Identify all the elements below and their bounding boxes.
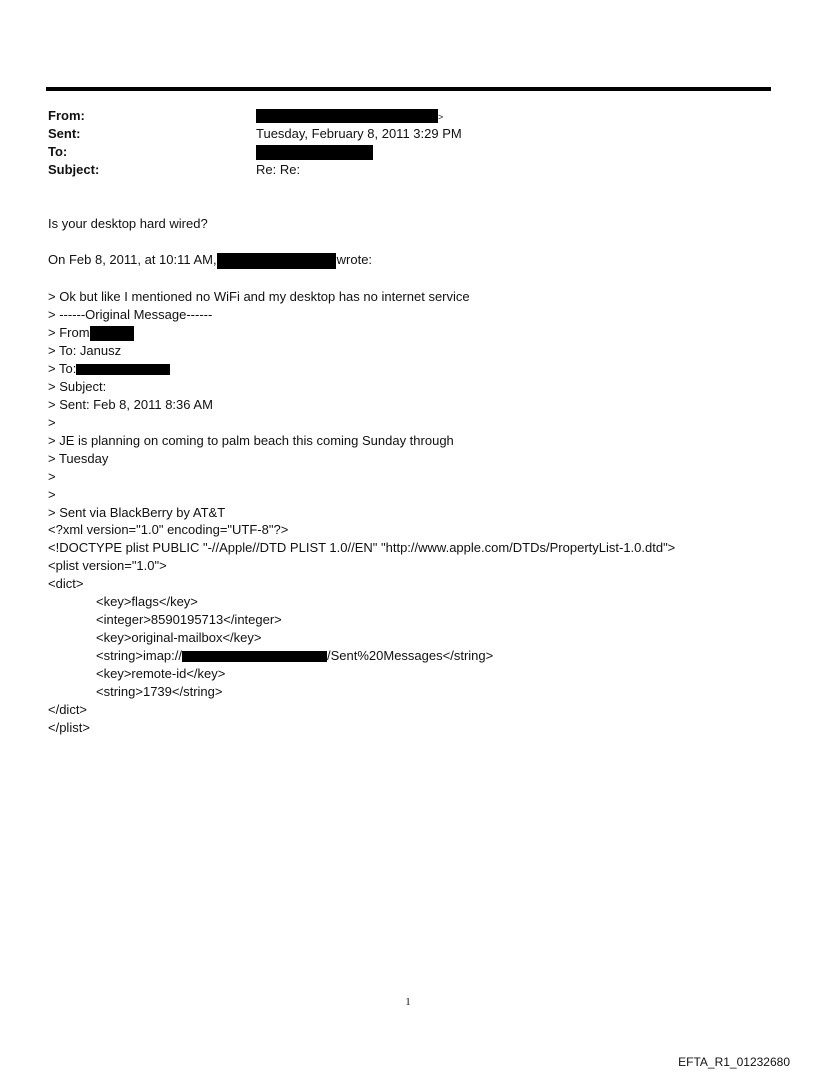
plist-line: <?xml version="1.0" encoding="UTF-8"?> xyxy=(48,522,289,537)
page-number: 1 xyxy=(405,996,411,1008)
plist-line: <integer>8590195713</integer> xyxy=(96,612,282,627)
quoted-line: > JE is planning on coming to palm beach this coming Sunday through xyxy=(48,433,454,448)
redaction-box xyxy=(217,253,336,269)
quoted-line: > Sent: Feb 8, 2011 8:36 AM xyxy=(48,397,213,412)
quoted-line: > Sent via BlackBerry by AT&T xyxy=(48,505,226,520)
redaction-box xyxy=(76,364,170,375)
quoted-line: > To: Janusz xyxy=(48,343,122,358)
header-rule xyxy=(46,87,771,91)
from-value xyxy=(256,107,443,126)
bates-number: EFTA_R1_01232680 xyxy=(678,1055,790,1069)
quoted-line: > xyxy=(48,415,56,430)
plist-line: <key>remote-id</key> xyxy=(96,666,226,681)
quoted-block xyxy=(48,288,470,522)
plist-line: <key>original-mailbox</key> xyxy=(96,630,262,645)
from-label: From: xyxy=(48,108,85,123)
redaction-box xyxy=(256,145,373,160)
quoted-line: > xyxy=(48,469,56,484)
plist-line: <string>1739</string> xyxy=(96,684,223,699)
plist-line: <plist version="1.0"> xyxy=(48,558,167,573)
plist-line: <!DOCTYPE plist PUBLIC "-//Apple//DTD PLIST 1.0//EN" "http://www.apple.com/DTDs/PropertyList-1.0.dtd"> xyxy=(48,540,676,555)
to-label: To: xyxy=(48,144,68,159)
email-header xyxy=(48,107,768,179)
quoted-line: > xyxy=(48,487,56,502)
from-suffix: > xyxy=(438,112,444,122)
subject-label: Subject: xyxy=(48,162,100,177)
from-row xyxy=(48,107,768,125)
quoted-line: > Ok but like I mentioned no WiFi and my desktop has no internet service xyxy=(48,289,470,304)
quoted-line: > To: xyxy=(48,360,470,378)
attribution-line xyxy=(48,251,372,269)
quoted-line: > From xyxy=(48,324,470,342)
sent-value: Tuesday, February 8, 2011 3:29 PM xyxy=(256,126,462,141)
sent-row xyxy=(48,125,768,143)
attribution-suffix: wrote: xyxy=(336,252,373,267)
quoted-line: > Tuesday xyxy=(48,451,109,466)
subject-row xyxy=(48,161,768,179)
to-row xyxy=(48,143,768,161)
reply-text: Is your desktop hard wired? xyxy=(48,216,208,231)
plist-content xyxy=(48,521,675,737)
redaction-box xyxy=(256,109,438,123)
quoted-line: > Subject: xyxy=(48,379,107,394)
plist-line: </dict> xyxy=(48,702,88,717)
plist-line: <string>imap:// /Sent%20Messages</string> xyxy=(96,648,494,663)
sent-label: Sent: xyxy=(48,126,81,141)
attribution-prefix: On Feb 8, 2011, at 10:11 AM, xyxy=(48,252,217,267)
redaction-box xyxy=(90,326,134,341)
quoted-line: > ------Original Message------ xyxy=(48,307,213,322)
plist-line: </plist> xyxy=(48,720,90,735)
to-value xyxy=(256,143,373,161)
subject-value: Re: Re: xyxy=(256,162,301,177)
plist-line: <dict> xyxy=(48,576,84,591)
redaction-box xyxy=(182,651,327,662)
plist-line: <key>flags</key> xyxy=(96,594,198,609)
